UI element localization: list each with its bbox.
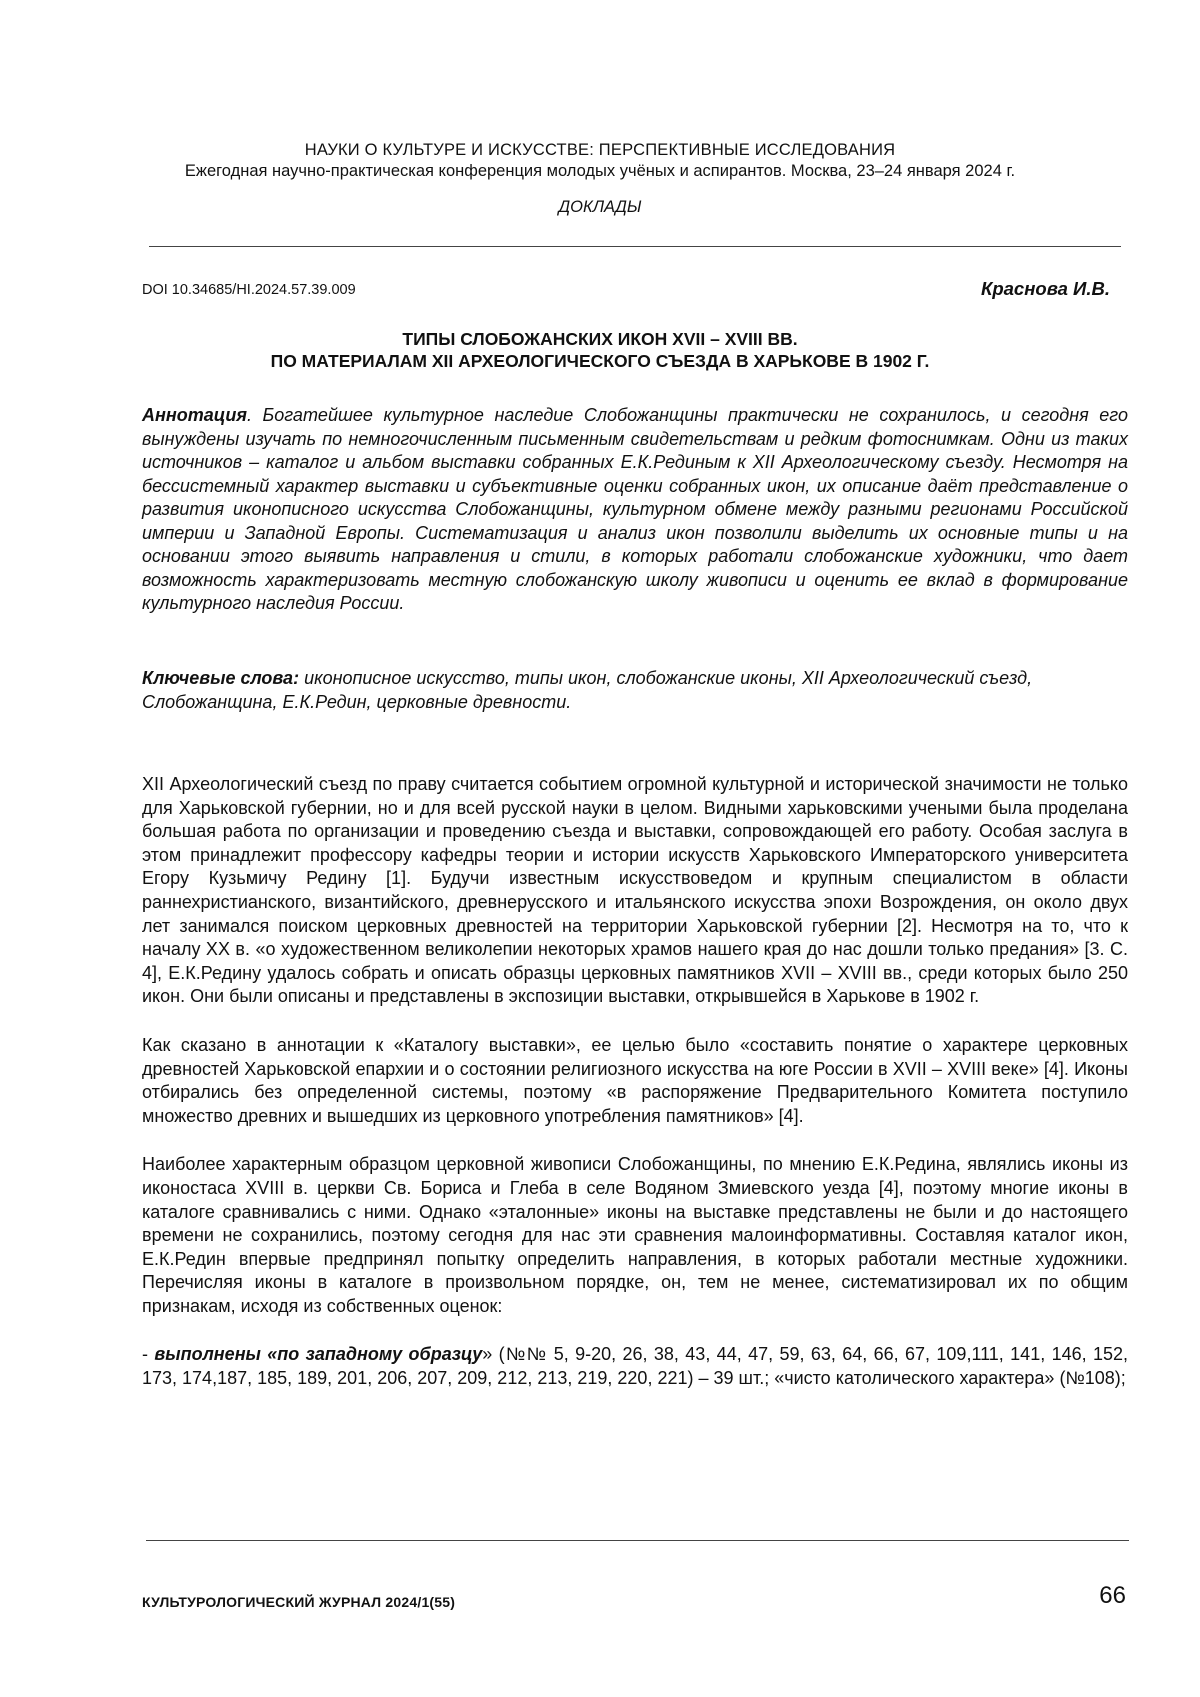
- body-paragraph-4: [142, 1343, 1128, 1390]
- body-paragraph-1: XII Археологический съезд по праву считается событием огромной культурной и исторической значимости не только для Харьковской губернии, но и для всей русской науки в целом. Видными харьковскими учеными была проделана большая работа по организации и проведению съезда и выставки, сопровождающей его работу. Особая заслуга в этом принадлежит профессору кафедры теории и истории искусств Харьковского Императорского университета Егору Кузьмичу Редину [1]. Будучи известным искусствоведом и крупным специалистом в области раннехристианского, византийского, древнерусского и итальянского искусства эпохи Возрождения, он около двух лет занимался поиском церковных древностей на территории Харьковской губернии [2]. Несмотря на то, что к началу XX в. «о художественном великолепии некоторых храмов нашего края до нас дошли только предания» [3. С. 4], Е.К.Редину удалось собрать и описать образцы церковных памятников XVII – XVIII вв., среди которых было 250 икон. Они были описаны и представлены в экспозиции выставки, открывшейся в Харькове в 1902 г.: [142, 774, 1128, 1007]
- article-title: [0, 328, 1200, 372]
- author: Краснова И.В.: [980, 278, 1110, 299]
- conference-title: НАУКИ О КУЛЬТУРЕ И ИСКУССТВЕ: ПЕРСПЕКТИВНЫЕ ИССЛЕДОВАНИЯ: [304, 141, 896, 159]
- abstract-text: . Богатейшее культурное наследие Слобожанщины практически не сохранилось, и сегодня его вынуждены изучать по немногочисленным письменным свидетельствам и редким фотоснимкам. Одни из таких источников – каталог и альбом выставки собранных Е.К.Рединым к XII Археологическому съезду. Несмотря на бессистемный характер выставки и субъективные оценки собранных икон, их описание даёт представление о развития иконописного искусства Слобожанщины, культурном обмене между разными регионами Российской империи и Западной Европы. Систематизация и анализ икон позволили выделить их основные типы и на основании этого выявить направления и стили, в которых работали слобожанские художники, что дает возможность характеризовать местную слобожанскую школу живописи и оценить ее вклад в формирование культурного наследия России.: [142, 405, 1128, 613]
- article-title-line-2: ПО МАТЕРИАЛАМ XII АРХЕОЛОГИЧЕСКОГО СЪЕЗДА В ХАРЬКОВЕ В 1902 Г.: [270, 351, 930, 371]
- keywords-label: Ключевые слова:: [142, 668, 300, 688]
- body-paragraph-2: Как сказано в аннотации к «Каталогу выставки», ее целью было «составить понятие о характере церковных древностей Харьковской епархии и о состоянии религиозного искусства на юге России в XVII – XVIII веке» [4]. Иконы отбирались без определенной системы, поэтому «в распоряжение Предварительного Комитета поступило множество древних и вышедших из церковного употребления памятников» [4].: [142, 1034, 1128, 1126]
- list-emphasis: выполнены «по западному образцу: [154, 1344, 483, 1365]
- article-body: [142, 773, 1128, 1416]
- section-label: ДОКЛАДЫ: [558, 198, 642, 216]
- keywords-text: иконописное искусство, типы икон, слобожанские иконы, XII Археологический съезд, Слобожанщина, Е.К.Редин, церковные древности.: [142, 668, 1033, 712]
- abstract: [142, 404, 1128, 616]
- conference-subtitle: Ежегодная научно-практическая конференция молодых учёных и аспирантов. Москва, 23–24 января 2024 г.: [184, 162, 1016, 180]
- list-dash: -: [142, 1344, 155, 1365]
- article-title-line-1: ТИПЫ СЛОБОЖАНСКИХ ИКОН XVII – XVIII ВВ.: [402, 329, 798, 349]
- body-paragraph-3: Наиболее характерным образцом церковной живописи Слобожанщины, по мнению Е.К.Редина, являлись иконы из иконостаса XVIII в. церкви Св. Бориса и Глеба в селе Водяном Змиевского уезда [4], поэтому многие иконы в каталоге сравнивались с ними. Однако «эталонные» иконы на выставке представлены не были и до настоящего времени не сохранились, поэтому сегодня для нас эти сравнения малоинформативны. Составляя каталог икон, Е.К.Редин впервые предпринял попытку определить направления, в которых работали местные художники. Перечисляя иконы в каталоге в произвольном порядке, он, тем не менее, систематизировал их по общим признакам, исходя из собственных оценок:: [142, 1154, 1128, 1316]
- journal-name: КУЛЬТУРОЛОГИЧЕСКИЙ ЖУРНАЛ 2024/1(55): [142, 1594, 456, 1610]
- page-number: 66: [1099, 1582, 1126, 1609]
- keywords: [142, 666, 1128, 714]
- list-text: » (№№ 5, 9-20, 26, 38, 43, 44, 47, 59, 63, 64, 66, 67, 109,111, 141, 146, 152, 173, 174,187, 185, 189, 201, 206, 207, 209, 212, 213, 219, 220, 221) – 39 шт.; «чисто католического характера» (№108);: [142, 1344, 1128, 1389]
- header-divider: [149, 246, 1121, 247]
- conference-header: [0, 140, 1200, 217]
- abstract-label: Аннотация: [142, 405, 247, 425]
- doi: DOI 10.34685/HI.2024.57.39.009: [142, 282, 356, 298]
- footer-divider: [146, 1540, 1129, 1541]
